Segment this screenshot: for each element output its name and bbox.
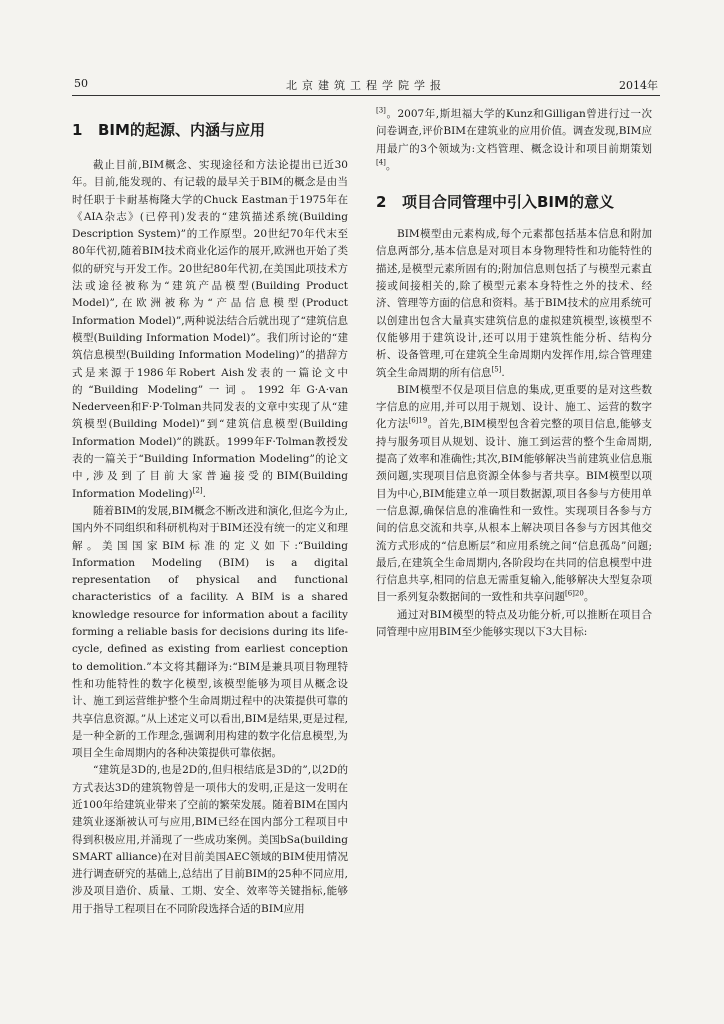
citation xyxy=(408,417,427,425)
paragraph-text: 。首先,BIM模型包含着完整的项目信息,能够支持与服务项目从规划、设计、施工到运营的整个生命周期,提高了效率和准确性;其次,BIM能够解决当前建筑业信息瓶颈问题,实现项目信息资源全体参与者共享。BIM模型以项目为中心,BIM能建立单一项目数据源,项目各参与方使用单一信息源,确保信息的准确性和一致性。实现项目各参与方间的信息交流和共享,从根本上解决项目各参与方因其他交流方式形成的“信息断层”和应用系统之间“信息孤岛”问题;最后,在建筑全生命周期内,各阶段均在共同的信息模型中进行信息共享,相同的信息无需重复输入,能够解决大型复杂项目一系列复杂数据间的一致性和共享问题 xyxy=(376,418,653,604)
citation xyxy=(565,590,584,598)
section-1-paragraph-3-continued xyxy=(376,106,652,175)
section-1-paragraph-3 xyxy=(72,762,348,918)
paragraph-text: 截止目前,BIM概念、实现途径和方法论提出已近30年。目前,能发现的、有记载的最早关于BIM的概念是由当时任职于卡耐基梅隆大学的Chuck Eastman于1975年在《AIA杂志》(已停刊)发表的“建筑描述系统(Building Description System)”的工作原型。20世纪70年代末至80年代初,随着BIM技术商业化运作的展开,欧洲也开始了类似的研究与开发工作。20世纪80年代初,在美国此项技术方法或途径被称为“建筑产品模型(Building Product Model)”,在欧洲被称为“产品信息模型(Product Information Model)”,两种说法结合后就出现了“建筑信息模型(Building Information Model)”。我们所讨论的“建筑信息模型(Building Information Modeling)”的措辞方式是来源于1986年Robert Aish发表的一篇论文中的“Building Modeling”一词。1992年G·A·van Nederveen和F·P·Tolman共同发表的文章中实现了从“建筑模型(Building Model)”到“建筑信息模型(Building Information Model)”的跳跃。1999年F·Tolman教授发表的一篇关于“Building Information Modeling”的论文中,涉及到了目前大家普遍接受的BIM(Building Information Modeling) xyxy=(72,159,348,500)
section-1-title: BIM的起源、内涵与应用 xyxy=(98,121,265,139)
section-2-paragraph-1 xyxy=(376,226,652,382)
publication-year: 2014年 xyxy=(619,79,658,92)
section-2-heading xyxy=(376,192,652,212)
paragraph-end: . xyxy=(501,366,505,379)
paragraph-text: “建筑是3D的,也是2D的,但归根结底是3D的”,以2D的方式表达3D的建筑物曾是一项伟大的发明,正是这一发明在近100年给建筑业带来了空前的繁荣发展。随着BIM在国内建筑业逐渐被认可与应用,BIM已经在国内部分工程项目中得到积极应用,并涌现了一些成功案例。美国bSa(building SMART alliance)在对目前美国AEC领域的BIM使用情况进行调查研究的基础上,总结出了目前BIM的25种不同应用,涉及项目造价、质量、工期、安全、效率等关键指标,能够用于指导工程项目在不同阶段选择合适的BIM应用 xyxy=(72,764,348,915)
section-1-number: 1 xyxy=(72,121,83,139)
citation-number: [6] xyxy=(408,416,419,425)
section-1-paragraph-1 xyxy=(72,157,348,503)
paragraph-text: 。2007年,斯坦福大学的Kunz和Gilligan曾进行过一次问卷调查,评价BIM在建筑业的应用价值。调查发现,BIM应用最广的3个领域为:文档管理、概念设计和项目前期策划 xyxy=(376,108,652,155)
journal-title: 北京建筑工程学院学报 xyxy=(286,79,446,92)
page-number: 50 xyxy=(74,77,88,90)
section-2-number: 2 xyxy=(376,193,387,212)
section-2-title: 项目合同管理中引入BIM的意义 xyxy=(402,193,614,212)
running-header xyxy=(72,77,660,96)
left-column xyxy=(72,106,348,918)
section-1-heading xyxy=(72,120,348,140)
section-2-paragraph-2 xyxy=(376,382,652,607)
citation-page: 19 xyxy=(418,416,428,425)
right-column xyxy=(376,106,652,641)
citation-number: [6] xyxy=(565,589,575,598)
paragraph-text: BIM模型由元素构成,每个元素都包括基本信息和附加信息两部分,基本信息是对项目本身物理特性和功能特性的描述,是模型元素所固有的;附加信息则包括了与模型元素直接或间接相关的,除了模型元素本身特性之外的技术、经济、管理等方面的信息和资料。基于BIM技术的应用系统可以创建出包含大量真实建筑信息的虚拟建筑模型,该模型不仅能够用于建筑设计,还可以用于建筑性能分析、结构分析、设备管理,可在建筑全生命周期内发挥作用,综合管理建筑全生命周期的所有信息 xyxy=(376,228,652,379)
paragraph-end: 。 xyxy=(583,591,595,604)
citation: [5] xyxy=(491,365,502,374)
citation-page: 20 xyxy=(574,589,584,598)
citation: [4] xyxy=(376,158,386,167)
section-2-paragraph-3: 通过对BIM模型的特点及功能分析,可以推断在项目合同管理中应用BIM至少能够实现以下3大目标: xyxy=(376,608,652,639)
paragraph-text: BIM模型不仅是项目信息的集成,更重要的是对这些数字信息的应用,并可以用于规划、设计、施工、运营的数字化方法 xyxy=(376,383,652,431)
section-1-paragraph-2: 随着BIM的发展,BIM概念不断改进和演化,但迄今为止,国内外不同组织和科研机构对于BIM还没有统一的定义和理解。美国国家BIM标准的定义如下:“Building Information Modeling (BIM) is a digital representation of physical and functional characteristics of a facility. A BIM is a shared knowledge resource for information about a facility forming a reliable basis for decisions during its life-cycle, defined as existing from earliest conception to demolition.”本文将其翻译为:“BIM是兼具项目物理特性和功能特性的数字化模型,该模型能够为项目从概念设计、施工到运营维护整个生命周期过程中的决策提供可靠的共享信息资源。”从上述定义可以看出,BIM是结果,更是过程,是一种全新的工作理念,强调利用构建的数字化信息模型,为项目全生命周期内的各种决策提供可靠依据。 xyxy=(72,504,348,760)
citation: [3] xyxy=(376,106,386,115)
paragraph-end: . xyxy=(202,487,206,500)
paragraph-end: 。 xyxy=(385,159,397,172)
citation-ref xyxy=(376,108,386,120)
citation: [2] xyxy=(192,486,203,495)
